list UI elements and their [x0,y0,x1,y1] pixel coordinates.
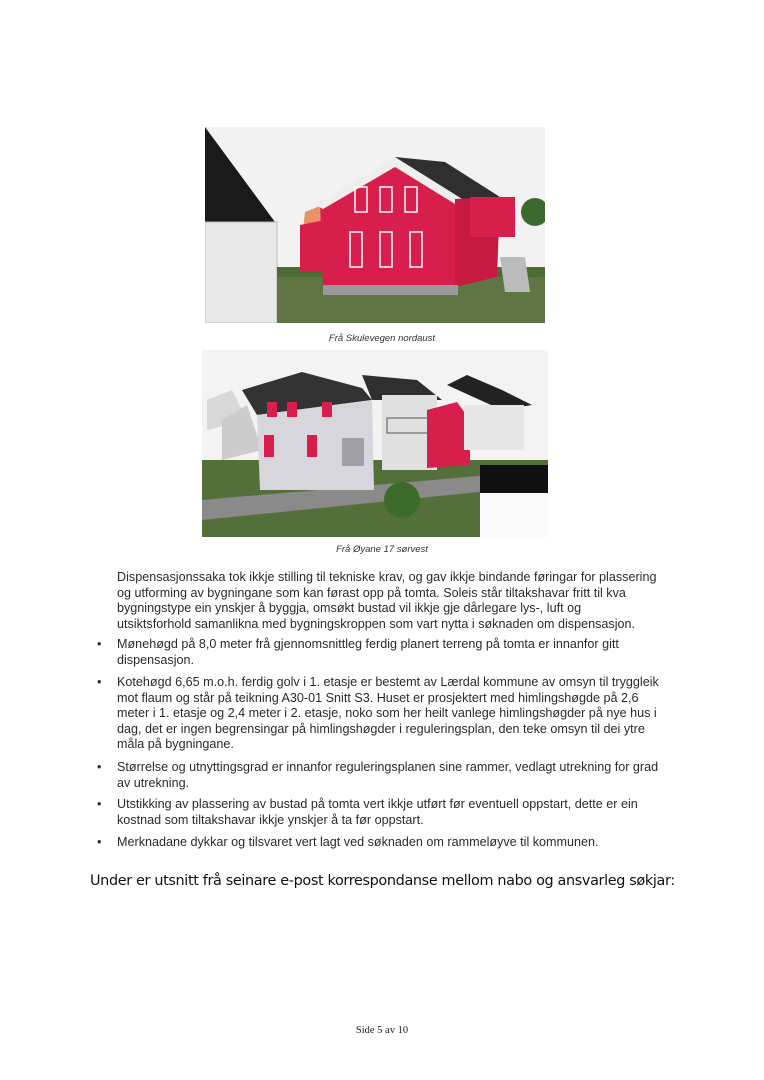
bullet-item: • Størrelse og utnyttingsgrad er innanfor reguleringsplanen sine rammer, vedlagt utrekning for grad av utrekning. [97,760,659,790]
rendering-skulevegen-nordaust [205,127,545,323]
intro-paragraph: Dispensasjonssaka tok ikkje stilling til tekniske krav, og gav ikkje bindande føringar for plassering og utforming av bygningane som kan førast opp på tomta. Soleis står tiltakshavar fritt til kva bygningstype ein ynskjer å byggja, omsøkt bustad vil ikkje gje dårlegare lys-, luft og utsiktsforhold samanlikna med bygningskroppen som vart nytta i søknaden om dispensasjon. [117,570,657,631]
bullet-item: • Kotehøgd 6,65 m.o.h. ferdig golv i 1. etasje er bestemt av Lærdal kommune av omsyn til tryggleik mot flaum og står på teikning A30-01 Snitt S3. Huset er prosjektert med himlingshøgde på 2,6 meter i 1. etasje og 2,4 meter i 2. etasje, noko som her heilt vanlege himlingshøgder på nye hus i dag, det er ingen begrensingar på himlingshøgder i reguleringsplan, den teke omsyn til dei ytre måla på bygningane. [97,675,659,752]
bullet-icon: • [97,797,102,811]
bullet-item: • Mønehøgd på 8,0 meter frå gjennomsnittleg ferdig planert terreng på tomta er innanfor gitt dispensasjon. [97,637,619,667]
bullet-icon: • [97,760,102,774]
figure-caption: Frå Skulevegen nordaust [328,333,436,344]
bullet-item: • Merknadane dykkar og tilsvaret vert lagt ved søknaden om rammeløyve til kommunen. [97,835,599,849]
bullet-item: • Utstikking av plassering av bustad på tomta vert ikkje utført før eventuell oppstart, dette er ein kostnad som tiltakshavar ikkje ynskjer å ta før oppstart. [97,797,638,827]
bullet-icon: • [97,675,102,689]
page-number: Side 5 av 10 [355,1025,409,1036]
bullet-icon: • [97,637,102,651]
rendering-oyane-17-sorvest [202,350,548,537]
figure-caption: Frå Øyane 17 sørvest [336,544,428,555]
closing-paragraph: Under er utsnitt frå seinare e-post korrespondanse mellom nabo og ansvarleg søkjar: [90,873,675,889]
bullet-icon: • [97,835,102,849]
